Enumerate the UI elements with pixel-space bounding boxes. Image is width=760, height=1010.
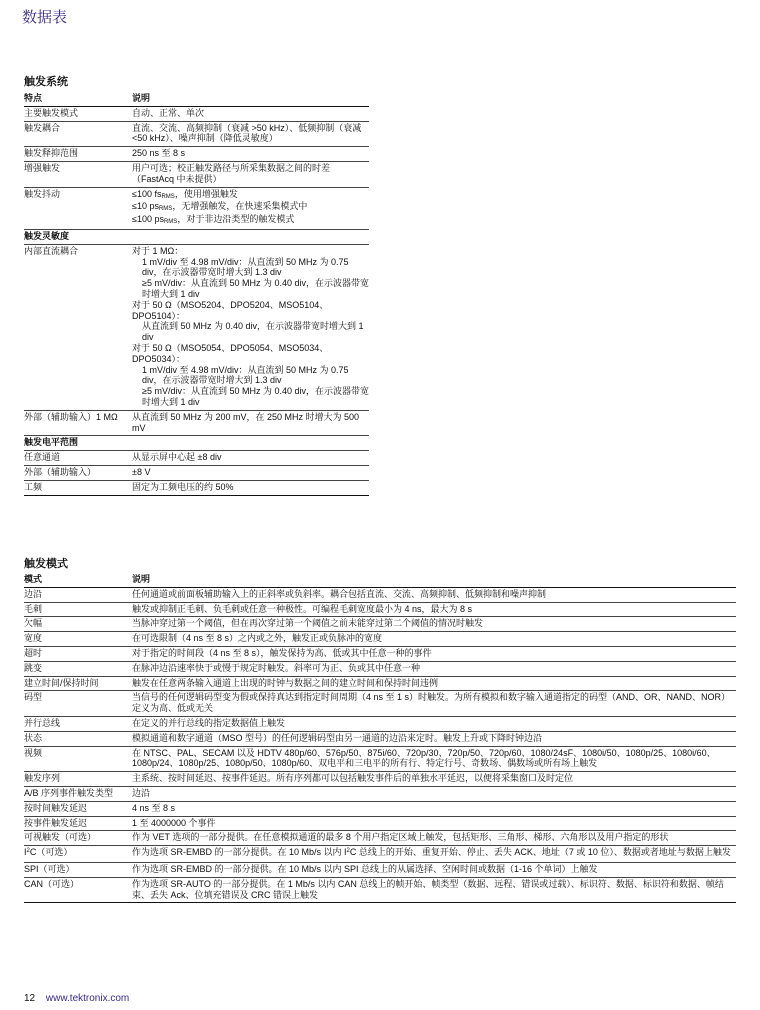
row-label: 触发序列 [24,772,132,787]
table-row-spi [24,862,736,877]
row-label: 建立时间/保持时间 [24,676,132,691]
row-value: 在脉冲边沿速率快于或慢于规定时触发。斜率可为正、负或其中任意一种 [132,661,736,676]
table-row [24,161,369,187]
sensitivity-line: 1 mV/div 至 4.98 mV/div：从直流到 50 MHz 为 0.75 div，在示波器带宽时增大到 1.3 div [142,364,349,386]
subheading-row-level [24,436,369,451]
row-value: 从直流到 50 MHz 为 200 mV，在 250 MHz 时增大为 500 mV [132,410,369,436]
row-value: 触发在任意两条输入通道上出现的时钟与数据之间的建立时间和保持时间违例 [132,676,736,691]
row-label: 增强触发 [24,161,132,187]
row-label: 边沿 [24,587,132,602]
row-label: 内部直流耦合 [24,244,132,410]
row-value: 1 至 4000000 个事件 [132,816,736,831]
table-row [24,831,736,846]
row-label: 码型 [24,691,132,717]
row-label: 按事件触发延迟 [24,816,132,831]
subheading-level-range: 触发电平范围 [24,436,369,451]
section-heading-trigger-modes: 触发模式 [24,558,68,570]
row-value: 直流、交流、高频抑制（衰减 >50 kHz）、低频抑制（衰减 <50 kHz）、噪声抑制（降低灵敏度） [132,121,369,147]
table-row [24,786,736,801]
row-label: 触发抖动 [24,187,132,229]
table-row [24,691,736,717]
row-value: 在可选限制（4 ns 至 8 s）之内或之外，触发正或负脉冲的宽度 [132,632,736,647]
table-row [24,617,736,632]
table-row [24,801,736,816]
page-number: 12 [24,993,36,1004]
table-row [24,746,736,772]
row-value: ±8 V [132,465,369,480]
sensitivity-line: 从直流到 50 MHz 为 0.40 div，在示波器带宽时增大到 1 div [142,321,364,343]
row-value [132,244,369,410]
jitter-line-1: ≤100 $fs_{RMS}$，使用增强触发 [132,188,238,200]
row-value: 用户可选；校正触发路径与所采集数据之间的时差（FastAcq 中未提供） [132,161,369,187]
subheading-sensitivity: 触发灵敏度 [24,229,369,244]
row-label: A/B 序列事件触发类型 [24,786,132,801]
row-label: 外部（辅助输入）1 MΩ [24,410,132,436]
row-value: 当脉冲穿过第一个阈值，但在再次穿过第一个阈值之前未能穿过第二个阈值的情况时触发 [132,617,736,632]
table-row [24,587,736,602]
row-value: 触发或抑制正毛刺、负毛刺或任意一种极性。可编程毛刺宽度最小为 4 ns，最大为 8 s [132,602,736,617]
table-header-row [24,573,736,587]
table-row [24,106,369,121]
row-label: 欠幅 [24,617,132,632]
sensitivity-line: ≥5 mV/div：从直流到 50 MHz 为 0.40 div，在示波器带宽时增大到 1 div [142,278,369,299]
row-label: 触发耦合 [24,121,132,147]
row-label: 按时间触发延迟 [24,801,132,816]
table-row [24,731,736,746]
sensitivity-line: 对于 50 Ω（MSO5054、DPO5054、MSO5034、DPO5034）： [132,342,329,364]
sensitivity-line: ≥5 mV/div：从直流到 50 MHz 为 0.40 div，在示波器带宽时增大到 1 div [142,386,369,407]
table-row [24,816,736,831]
row-label: SPI（可选） [24,862,132,877]
trigger-system-table [24,92,369,496]
row-label: 状态 [24,731,132,746]
table-row [24,661,736,676]
row-value: 作为选项 SR-EMBD 的一部分提供。在 10 Mb/s 以内 $I^2C$ 总线上的开始、重复开始、停止、丢失 ACK、地址（7 或 10 位）、数据或者地址与数据上触发 [132,846,736,863]
row-value: 主系统、按时间延迟、按事件延迟。所有序列都可以包括触发事件后的单独水平延迟，以便将采集窗口及时定位 [132,772,736,787]
column-header-mode: 模式 [24,573,132,587]
document-title: 数据表 [22,9,68,26]
row-value: 在 NTSC、PAL、SECAM 以及 HDTV 480p/60、576p/50、875i/60、720p/30、720p/50、720p/60、1080/24sF、1080i/50、1080p/25、1080i/60、1080p/24、1080p/25、1080p/50、1080p/60、双电平和三电平的所有行、特定行号、奇数场、偶数场或所有场上触发 [132,746,736,772]
row-value: 4 ns 至 8 s [132,801,736,816]
row-label: 可视触发（可选） [24,831,132,846]
column-header-description: 说明 [132,92,369,106]
table-row [24,147,369,162]
row-label: 视频 [24,746,132,772]
section-heading-trigger-system: 触发系统 [24,76,68,88]
row-value: 在定义的并行总线的指定数据值上触发 [132,716,736,731]
row-value: 自动、正常、单次 [132,106,369,121]
row-value: 模拟通道和数字通道（MSO 型号）的任何逻辑码型由另一通道的边沿来定时。触发上升或下降时钟边沿 [132,731,736,746]
row-value [132,187,369,229]
row-label: 并行总线 [24,716,132,731]
row-label: 任意通道 [24,451,132,466]
table-row [24,480,369,495]
row-label: 工频 [24,480,132,495]
table-row [24,772,736,787]
table-row [24,602,736,617]
row-value: 任何通道或前面板辅助输入上的正斜率或负斜率。耦合包括直流、交流、高频抑制、低频抑制和噪声抑制 [132,587,736,602]
row-value: 作为选项 SR-EMBD 的一部分提供。在 10 Mb/s 以内 SPI 总线上的从属选择、空闲时间或数据（1-16 个单词）上触发 [132,862,736,877]
row-label: 超时 [24,646,132,661]
row-label: $I^2C$（可选） [24,846,132,863]
sensitivity-line: 对于 50 Ω（MSO5204、DPO5204、MSO5104、DPO5104）： [132,299,329,321]
table-row [24,646,736,661]
table-row-jitter [24,187,369,229]
table-row [24,451,369,466]
row-label: 跳变 [24,661,132,676]
row-label: CAN（可选） [24,877,132,903]
row-value: 对于指定的时间段（4 ns 至 8 s），触发保持为高、低或其中任意一种的事件 [132,646,736,661]
table-row [24,632,736,647]
table-row [24,121,369,147]
table-row-i2c [24,846,736,863]
website-link[interactable]: www.tektronix.com [45,993,130,1004]
trigger-modes-table [24,573,736,903]
row-label: 外部（辅助输入） [24,465,132,480]
row-value: 边沿 [132,786,736,801]
table-row-internal-dc [24,244,369,410]
row-value: 当信号的任何逻辑码型变为假或保持真达到指定时间周期（4 ns 至 1 s）时触发。为所有模拟和数字输入通道指定的码型（AND、OR、NAND、NOR）定义为高、低或无关 [132,691,736,717]
table-row [24,716,736,731]
jitter-line-3: ≤100 $ps_{RMS}$，对于非边沿类型的触发模式 [132,214,295,226]
row-value: 固定为工频电压的约 50% [132,480,369,495]
row-label: 主要触发模式 [24,106,132,121]
row-value: 从显示屏中心起 ±8 div [132,451,369,466]
row-value: 250 ns 至 8 s [132,147,369,162]
row-label: 触发释抑范围 [24,147,132,162]
table-header-row [24,92,369,106]
sensitivity-line: 对于 1 MΩ： [132,245,184,256]
row-label: 宽度 [24,632,132,647]
jitter-line-2: ≤10 $ps_{RMS}$，无增强触发，在快速采集模式中 [132,201,308,213]
row-value: 作为 VET 选项的一部分提供。在任意模拟通道的最多 8 个用户指定区域上触发，包括矩形、三角形、梯形、六角形以及用户指定的形状 [132,831,736,846]
row-value: 作为选项 SR-AUTO 的一部分提供。在 1 Mb/s 以内 CAN 总线上的帧开始、帧类型（数据、远程、错误或过载）、标识符、数据、标识符和数据、帧结束、丢失 Ack、位填充错误及 CRC 错误上触发 [132,877,736,903]
sensitivity-line: 1 mV/div 至 4.98 mV/div：从直流到 50 MHz 为 0.75 div，在示波器带宽时增大到 1.3 div [142,256,349,278]
table-row-can [24,877,736,903]
column-header-description: 说明 [132,573,736,587]
table-row [24,410,369,436]
table-row [24,465,369,480]
row-label: 毛刺 [24,602,132,617]
trigger-modes-rows [24,587,736,845]
table-row [24,676,736,691]
page-footer [24,993,129,1004]
subheading-row-sensitivity [24,229,369,244]
column-header-feature: 特点 [24,92,132,106]
